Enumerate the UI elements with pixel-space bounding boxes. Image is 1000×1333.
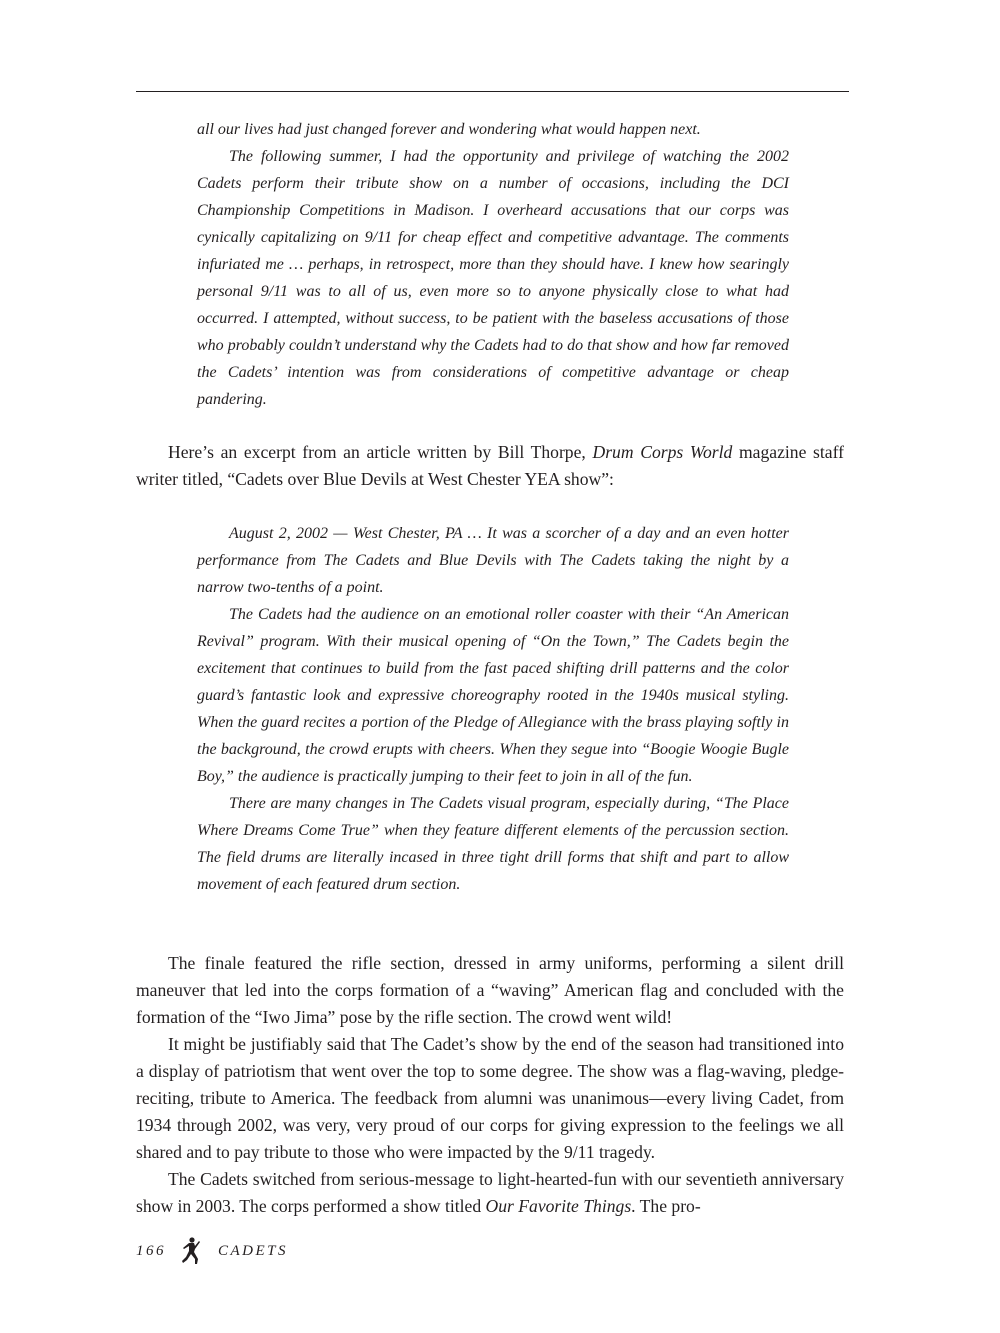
closing-paragraph-2: It might be justifiably said that The Cadet’s show by the end of the season had transitioned into a display of patriotism that went over the top to some degree. The show was a flag-waving, pledge-reciting, tribute to America. The feedback from alumni was unanimous—every living Cadet, from 1934 through 2002, was very, very proud of our corps for giving expression to the feelings we all shared and to pay tribute to those who were impacted by the 9/11 tragedy. (136, 1034, 844, 1162)
quote2-paragraph-3: There are many changes in The Cadets visual program, especially during, “The Place Where Dreams Come True” when they feature different elements of the percussion section. The field drums are literally incased in three tight drill forms that shift and part to allow movement of each featured drum section. (197, 795, 789, 893)
closing-paragraph-3 (136, 1166, 844, 1220)
closing-p3-before: The Cadets switched from serious-message to light-hearted-fun with our seventieth anniversary show in 2003. The corps performed a show titled (136, 1169, 844, 1216)
page-number: 166 (136, 1242, 166, 1259)
quote2-paragraph-1: August 2, 2002 — West Chester, PA … It was a scorcher of a day and an even hotter performance from The Cadets and Blue Devils with The Cadets taking the night by a narrow two-tenths of a point. (197, 525, 789, 596)
show-title: Our Favorite Things (485, 1196, 632, 1216)
quote1-paragraph-1: all our lives had just changed forever and wondering what would happen next. (197, 121, 701, 138)
publication-title: Drum Corps World (592, 442, 733, 462)
block-quote-memoir (197, 116, 789, 413)
intro-paragraph-block (136, 439, 844, 493)
quote1-paragraph-2: The following summer, I had the opportunity and privilege of watching the 2002 Cadets perform their tribute show on a number of occasions, including the DCI Championship Competitions in Madison. I overheard accusations that our corps was cynically capitalizing on 9/11 for cheap effect and competitive advantage. The comments infuriated me … perhaps, in retrospect, more than they should have. I knew how searingly personal 9/11 was to all of us, even more so to anyone physically close to what had occurred. I attempted, without success, to be patient with the baseless accusations of those who probably couldn’t understand why the Cadets had to do that show and how far removed the Cadets’ intention was from considerations of competitive advantage or cheap pandering. (197, 148, 789, 408)
closing-paragraphs (136, 950, 844, 1220)
closing-p3-after: . The pro- (631, 1196, 701, 1216)
header-rule (136, 91, 849, 92)
intro-paragraph (136, 439, 844, 493)
quote2-paragraph-2: The Cadets had the audience on an emotional roller coaster with their “An American Revival” program. With their musical opening of “On the Town,” The Cadets begin the excitement that continues to build from the fast paced shifting drill patterns and the color guard’s fantastic look and expressive choreography rooted in the 1940s musical styling. When the guard recites a portion of the Pledge of Allegiance with the brass playing softly in the background, the crowd erupts with cheers. When they segue into “Boogie Woogie Bugle Boy,” the audience is practically jumping to their feet to join in all of the fun. (197, 606, 789, 785)
running-head: CADETS (218, 1242, 289, 1259)
page-footer (136, 1236, 288, 1266)
intro-text-after: magazine staff writer titled, “Cadets over Blue Devils at West Chester YEA show”: (136, 442, 844, 489)
cadet-figure-icon (180, 1237, 202, 1265)
closing-paragraph-1: The finale featured the rifle section, dressed in army uniforms, performing a silent drill maneuver that led into the corps formation of a “waving” American flag and concluded with the formation of the “Iwo Jima” pose by the rifle section. The crowd went wild! (136, 953, 844, 1027)
block-quote-article (197, 520, 789, 898)
intro-text-before: Here’s an excerpt from an article written by Bill Thorpe, (168, 442, 593, 462)
